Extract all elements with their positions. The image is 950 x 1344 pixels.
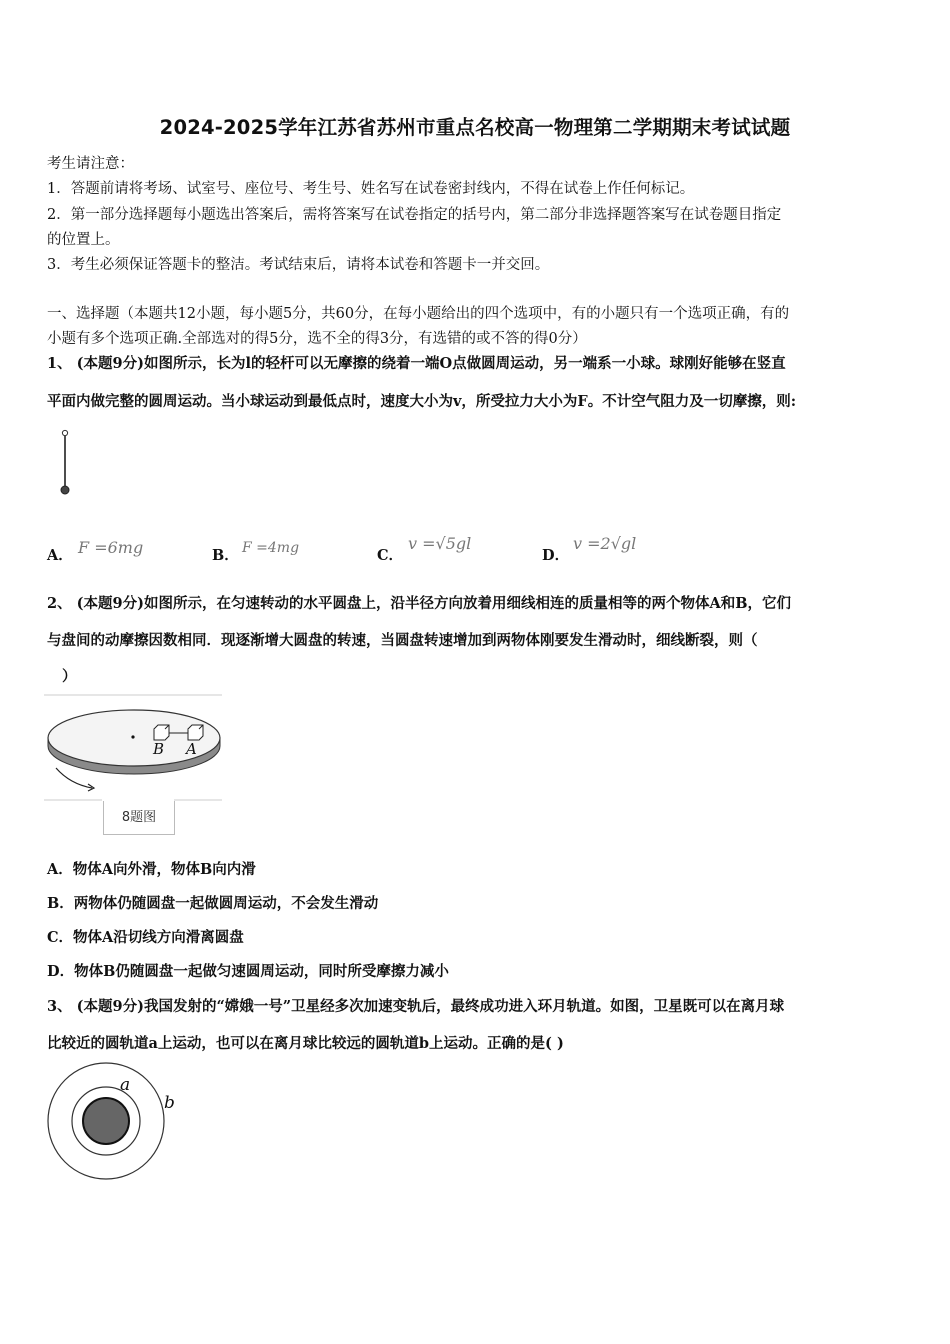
notice-item: 3．考生必须保证答题卡的整洁。考试结束后，请将本试卷和答题卡一并交回。 bbox=[47, 257, 550, 273]
q1-rod-figure bbox=[58, 428, 74, 498]
notice-heading: 考生请注意： bbox=[47, 156, 134, 172]
notice-item: 的位置上。 bbox=[47, 232, 120, 248]
notice-item: 1．答题前请将考场、试室号、座位号、考生号、姓名写在试卷密封线内，不得在试卷上作任何标记。 bbox=[47, 181, 695, 197]
q2-figure-label-b: B bbox=[153, 740, 165, 758]
notice-item: 2．第一部分选择题每小题选出答案后，需将答案写在试卷指定的括号内，第二部分非选择题答案写在试卷题目指定 bbox=[47, 207, 782, 223]
q2-text-cont: 与盘间的动摩擦因数相同．现逐渐增大圆盘的转速，当圆盘转速增加到两物体刚要发生滑动时，细线断裂，则（ bbox=[47, 632, 758, 649]
section-heading-cont: 小题有多个选项正确.全部选对的得5分，选不全的得3分，有选错的或不答的得0分） bbox=[47, 331, 587, 347]
q3-orbit-label-a: a bbox=[120, 1075, 131, 1095]
q2-option-b[interactable]: B．两物体仍随圆盘一起做圆周运动，不会发生滑动 bbox=[47, 895, 379, 912]
q3-text: 3、 (本题9分)我国发射的“嫦娥一号”卫星经多次加速变轨后，最终成功进入环月轨道。如图，卫星既可以在离月球 bbox=[47, 998, 785, 1015]
q2-option-c[interactable]: C．物体A沿切线方向滑离圆盘 bbox=[47, 929, 244, 946]
q3-orbit-label-b: b bbox=[164, 1093, 175, 1113]
q2-figure-caption: 8题图 bbox=[103, 801, 175, 835]
q2-text: 2、 (本题9分)如图所示，在匀速转动的水平圆盘上，沿半径方向放着用细线相连的质量相等的两个物体A和B，它们 bbox=[47, 595, 791, 612]
q2-disk-figure bbox=[44, 694, 224, 802]
q1-options bbox=[0, 532, 950, 566]
q2-option-d[interactable]: D．物体B仍随圆盘一起做匀速圆周运动，同时所受摩擦力减小 bbox=[47, 963, 449, 980]
q1-option-c-formula: v =√5gl bbox=[408, 534, 472, 553]
q3-text-cont: 比较近的圆轨道a上运动，也可以在离月球比较远的圆轨道b上运动。正确的是( ) bbox=[47, 1035, 564, 1052]
q1-text-cont: 平面内做完整的圆周运动。当小球运动到最低点时，速度大小为v，所受拉力大小为F。不计空气阻力及一切摩擦，则: bbox=[47, 393, 797, 410]
q3-orbit-figure bbox=[46, 1062, 176, 1182]
q1-text: 1、 (本题9分)如图所示，长为l的轻杆可以无摩擦的绕着一端O点做圆周运动，另一端系一小球。球刚好能够在竖直 bbox=[47, 355, 786, 372]
q2-text-close: ） bbox=[62, 668, 77, 685]
q1-option-a-formula: F =6mg bbox=[78, 538, 144, 557]
q2-figure-label-a: A bbox=[186, 740, 197, 758]
q1-option-b-formula: F =4mg bbox=[242, 540, 300, 556]
q1-option-b-label[interactable]: B． bbox=[212, 547, 239, 564]
page-title: 2024-2025学年江苏省苏州市重点名校高一物理第二学期期末考试试题 bbox=[159, 116, 791, 139]
q1-option-d-formula: v =2√gl bbox=[573, 534, 637, 553]
section-heading: 一、选择题（本题共12小题，每小题5分，共60分，在每小题给出的四个选项中，有的小题只有一个选项正确，有的 bbox=[47, 306, 790, 322]
q2-option-a[interactable]: A．物体A向外滑，物体B向内滑 bbox=[47, 861, 256, 878]
q1-option-a-label[interactable]: A． bbox=[47, 547, 73, 564]
q1-option-c-label[interactable]: C． bbox=[377, 547, 404, 564]
q1-option-d-label[interactable]: D． bbox=[542, 547, 570, 564]
